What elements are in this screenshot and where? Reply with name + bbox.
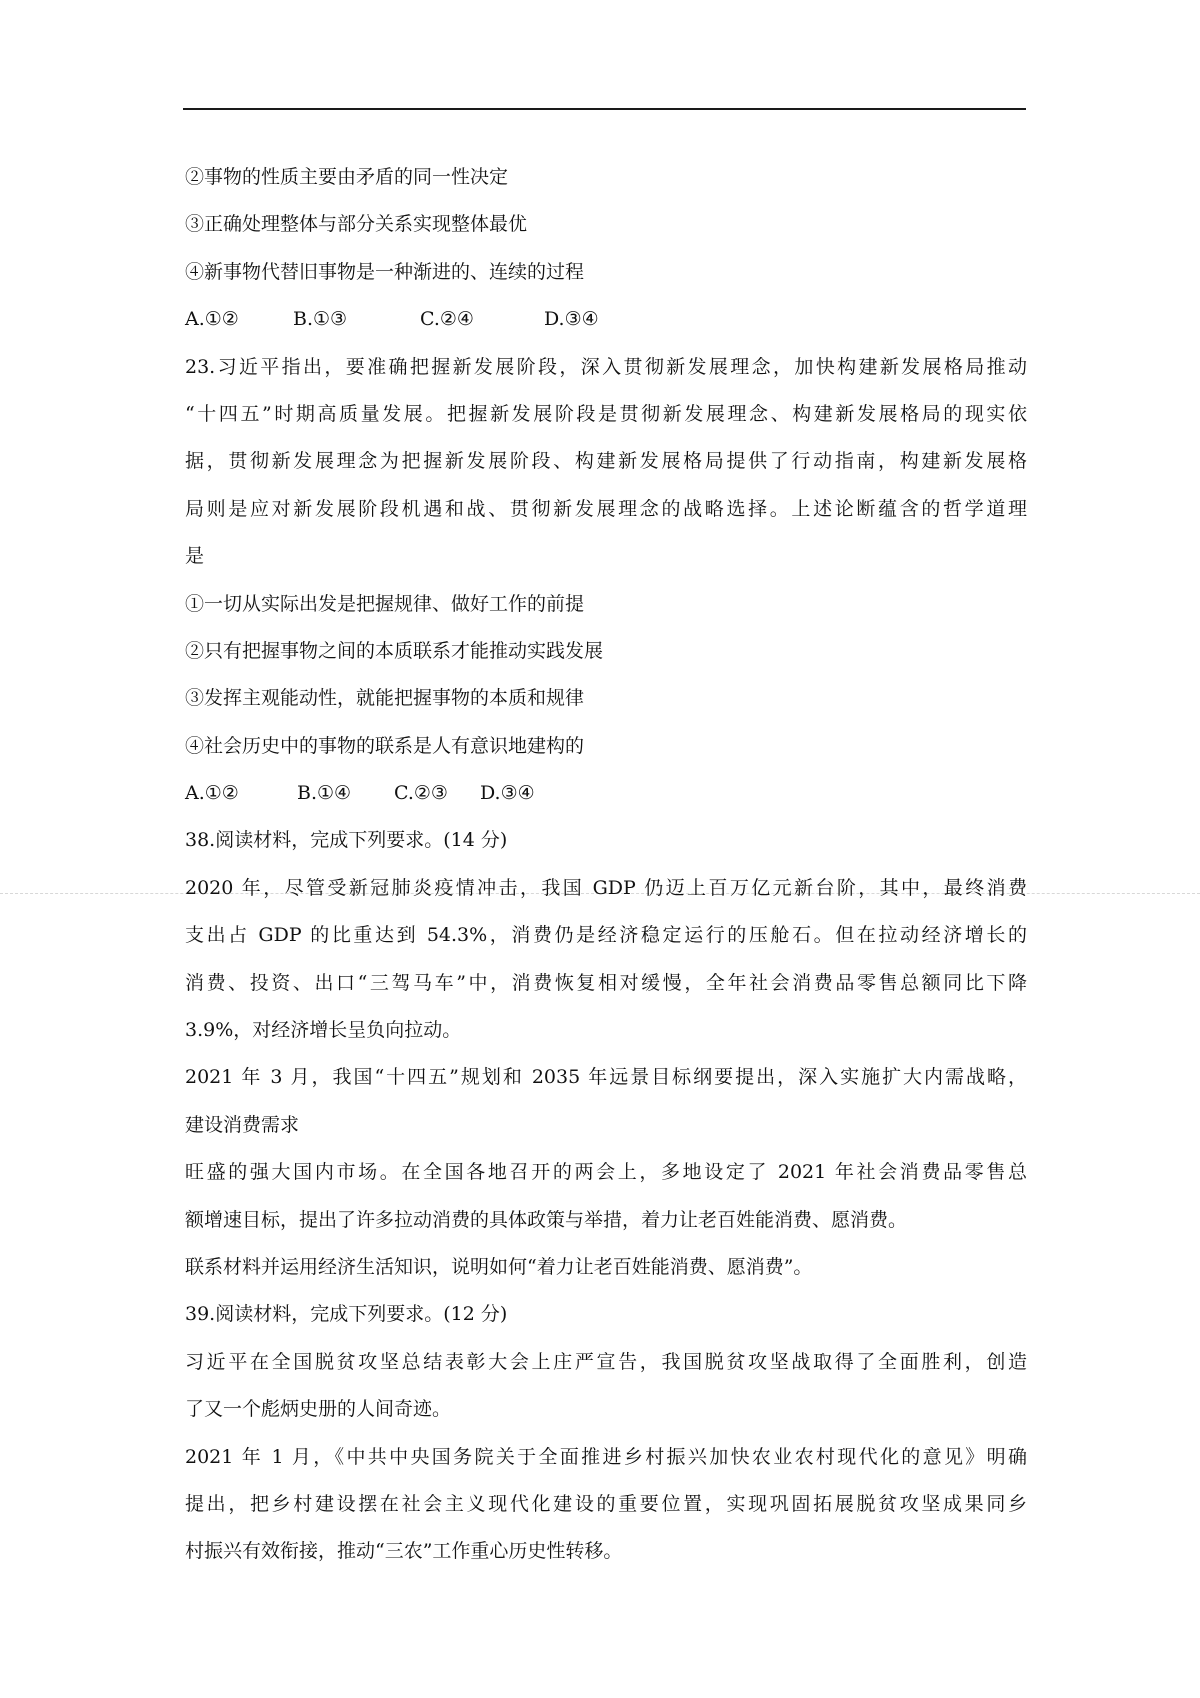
q39-material-line: 了又一个彪炳史册的人间奇迹。 (185, 1398, 452, 1421)
q23-options (185, 770, 1031, 817)
q23-stem-line: 局则是应对新发展阶段机遇和战、贯彻新发展理念的战略选择。上述论断蕴含的哲学道理 (185, 497, 1027, 520)
q23-stem-line: “十四五”时期高质量发展。把握新发展阶段是贯彻新发展理念、构建新发展格局的现实依 (185, 402, 1027, 425)
q23-option-d: D.③④ (480, 782, 535, 805)
q38-material-line: 3.9%，对经济增长呈负向拉动。 (185, 1019, 462, 1042)
q22-item-3: ③正确处理整体与部分关系实现整体最优 (185, 213, 528, 236)
q23-option-a: A.①② (185, 782, 239, 805)
q22-option-b: B.①③ (293, 308, 348, 331)
q39-material-line: 提出，把乡村建设摆在社会主义现代化建设的重要位置，实现巩固拓展脱贫攻坚成果同乡 (185, 1492, 1027, 1515)
q38-material-line: 2020 年，尽管受新冠肺炎疫情冲击，我国 GDP 仍迈上百万亿元新台阶，其中，最终消费 (185, 876, 1027, 899)
q38-material-line: 支出占 GDP 的比重达到 54.3%，消费仍是经济稳定运行的压舱石。但在拉动经济增长的 (185, 924, 1027, 947)
q23-option-c: C.②③ (394, 782, 448, 805)
exam-page-body (185, 154, 1031, 1576)
q38-material-line: 建设消费需求 (185, 1113, 300, 1136)
q23-option-b: B.①④ (297, 782, 352, 805)
q23-item-3: ③发挥主观能动性，就能把握事物的本质和规律 (185, 687, 585, 710)
q22-item-2: ②事物的性质主要由矛盾的同一性决定 (185, 166, 509, 188)
q39-material-line: 习近平在全国脱贫攻坚总结表彰大会上庄严宣告，我国脱贫攻坚战取得了全面胜利，创造 (185, 1350, 1027, 1373)
q22-options (185, 296, 1031, 343)
q22-option-a: A.①② (185, 308, 239, 331)
q22-item-4: ④新事物代替旧事物是一种渐进的、连续的过程 (185, 260, 585, 283)
q23-stem-line: 是 (185, 545, 205, 568)
q38-material-line: 消费、投资、出口“三驾马车”中，消费恢复相对缓慢，全年社会消费品零售总额同比下降 (185, 971, 1027, 994)
q23-stem-line: 23.习近平指出，要准确把握新发展阶段，深入贯彻新发展理念，加快构建新发展格局推动 (185, 355, 1027, 378)
q38-title: 38.阅读材料，完成下列要求。(14 分) (185, 829, 508, 852)
q22-option-d: D.③④ (544, 308, 599, 331)
q39-material-line: 村振兴有效衔接，推动“三农”工作重心历史性转移。 (185, 1540, 623, 1563)
q23-item-2: ②只有把握事物之间的本质联系才能推动实践发展 (185, 639, 604, 662)
q39-title: 39.阅读材料，完成下列要求。(12 分) (185, 1303, 508, 1326)
q38-material-line: 额增速目标，提出了许多拉动消费的具体政策与举措，着力让老百姓能消费、愿消费。 (185, 1208, 908, 1231)
q23-stem-line: 据，贯彻新发展理念为把握新发展阶段、构建新发展格局提供了行动指南，构建新发展格 (185, 450, 1027, 473)
q39-material-line: 2021 年 1 月，《中共中央国务院关于全面推进乡村振兴加快农业农村现代化的意见》明确 (185, 1445, 1027, 1468)
header-rule (183, 108, 1026, 110)
q22-option-c: C.②④ (420, 308, 474, 331)
q38-material-line: 旺盛的强大国内市场。在全国各地召开的两会上，多地设定了 2021 年社会消费品零售总 (185, 1161, 1027, 1184)
q38-question: 联系材料并运用经济生活知识，说明如何“着力让老百姓能消费、愿消费”。 (185, 1255, 813, 1278)
q23-item-4: ④社会历史中的事物的联系是人有意识地建构的 (185, 734, 585, 757)
q23-item-1: ①一切从实际出发是把握规律、做好工作的前提 (185, 592, 585, 615)
q38-material-line: 2021 年 3 月，我国“十四五”规划和 2035 年远景目标纲要提出，深入实施扩大内需战略， (185, 1066, 1027, 1089)
